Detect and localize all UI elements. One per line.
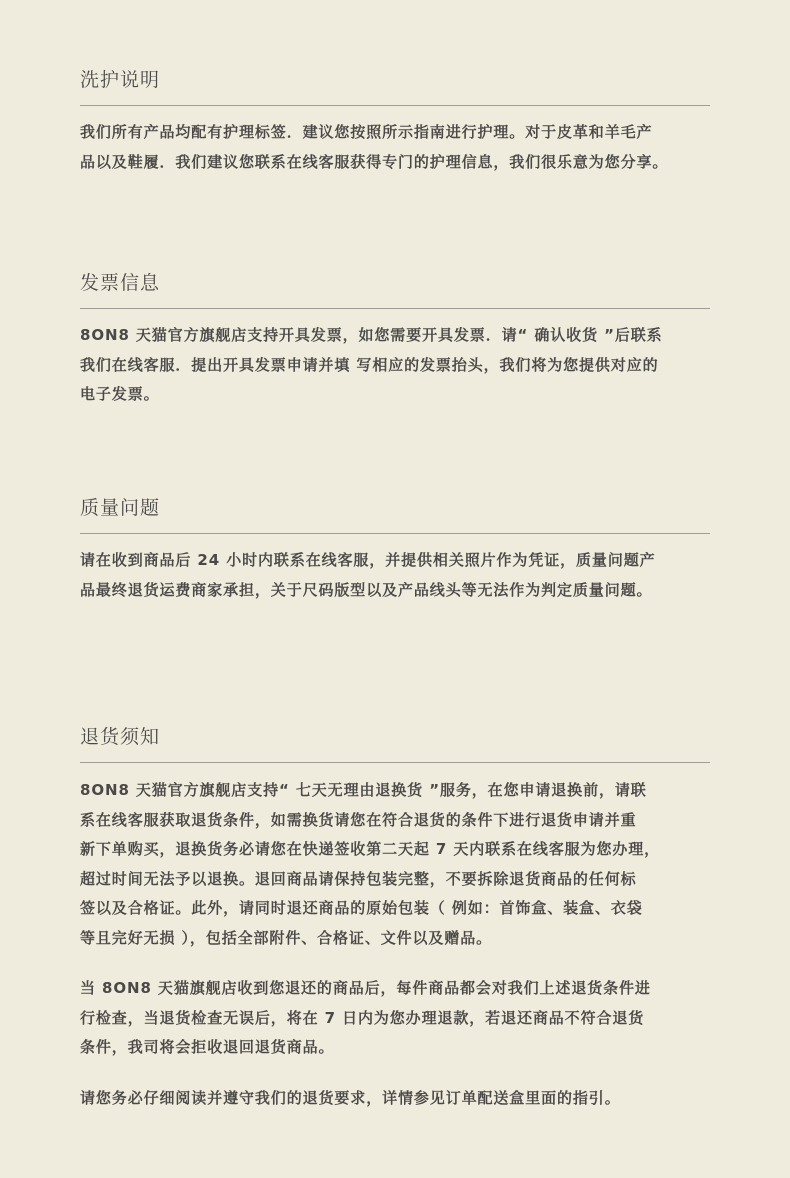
text-line: 8ON8 天猫官方旗舰店支持开具发票，如您需要开具发票．请“ 确认收货 ”后联系	[80, 326, 663, 344]
text-line: 新下单购买，退换货务必请您在快递签收第二天起 7 天内联系在线客服为您办理，	[80, 840, 661, 858]
text-line: 我们在线客服．提出开具发票申请并填 写相应的发票抬头，我们将为您提供对应的	[80, 355, 659, 374]
text-line: 请在收到商品后 24 小时内联系在线客服，并提供相关照片作为凭证，质量问题产	[80, 551, 656, 569]
text-line: 当 8ON8 天猫旗舰店收到您退还的商品后，每件商品都会对我们上述退货条件进	[80, 979, 651, 997]
quality-issues-text	[80, 546, 712, 605]
text-line: 行检查，当退货检查无误后，将在 7 日内为您办理退款，若退还商品不符合退货	[80, 1008, 645, 1027]
text-line: 请您务必仔细阅读并遵守我们的退货要求，详情参见订单配送盒里面的指引。	[80, 1088, 621, 1107]
paragraph-gap	[80, 953, 712, 974]
divider	[80, 105, 710, 106]
paragraph-gap	[80, 1063, 712, 1084]
quality-issues-section	[80, 496, 712, 605]
text-line: 我们所有产品均配有护理标签．建议您按照所示指南进行护理。对于皮革和羊毛产	[80, 123, 653, 141]
invoice-info-title: 发票信息	[80, 272, 161, 294]
text-line: 系在线客服获取退货条件，如需换货请您在符合退货的条件下进行退货申请并重	[80, 810, 637, 829]
text-line: 等且完好无损 ），包括全部附件、合格证、文件以及赠品。	[80, 928, 493, 947]
divider	[80, 762, 710, 763]
return-policy-section	[80, 725, 712, 1113]
invoice-info-text	[80, 321, 712, 410]
text-line: 签以及合格证。此外，请同时退还商品的原始包装（ 例如：首饰盒、装盒、衣袋	[80, 899, 643, 917]
text-line: 品最终退货运费商家承担，关于尺码版型以及产品线头等无法作为判定质量问题。	[80, 580, 653, 599]
quality-issues-title: 质量问题	[80, 497, 161, 519]
text-line: 条件，我司将会拒收退回退货商品。	[80, 1038, 335, 1056]
invoice-info-section	[80, 271, 712, 410]
divider	[80, 308, 710, 309]
return-policy-title: 退货须知	[80, 726, 161, 748]
return-policy-paragraph-2	[80, 974, 712, 1063]
care-instructions-title: 洗护说明	[80, 69, 161, 91]
return-policy-paragraph-3	[80, 1084, 712, 1114]
text-line: 电子发票。	[80, 385, 160, 403]
text-line: 超过时间无法予以退换。退回商品请保持包装完整，不要拆除退货商品的任何标	[80, 869, 637, 888]
text-line: 8ON8 天猫官方旗舰店支持“ 七天无理由退换货 ”服务，在您申请退换前，请联	[80, 781, 647, 799]
text-line: 品以及鞋履．我们建议您联系在线客服获得专门的护理信息，我们很乐意为您分享。	[80, 152, 669, 171]
divider	[80, 533, 710, 534]
care-instructions-section	[80, 68, 712, 177]
return-policy-paragraph-1	[80, 776, 712, 953]
care-instructions-text	[80, 118, 712, 177]
